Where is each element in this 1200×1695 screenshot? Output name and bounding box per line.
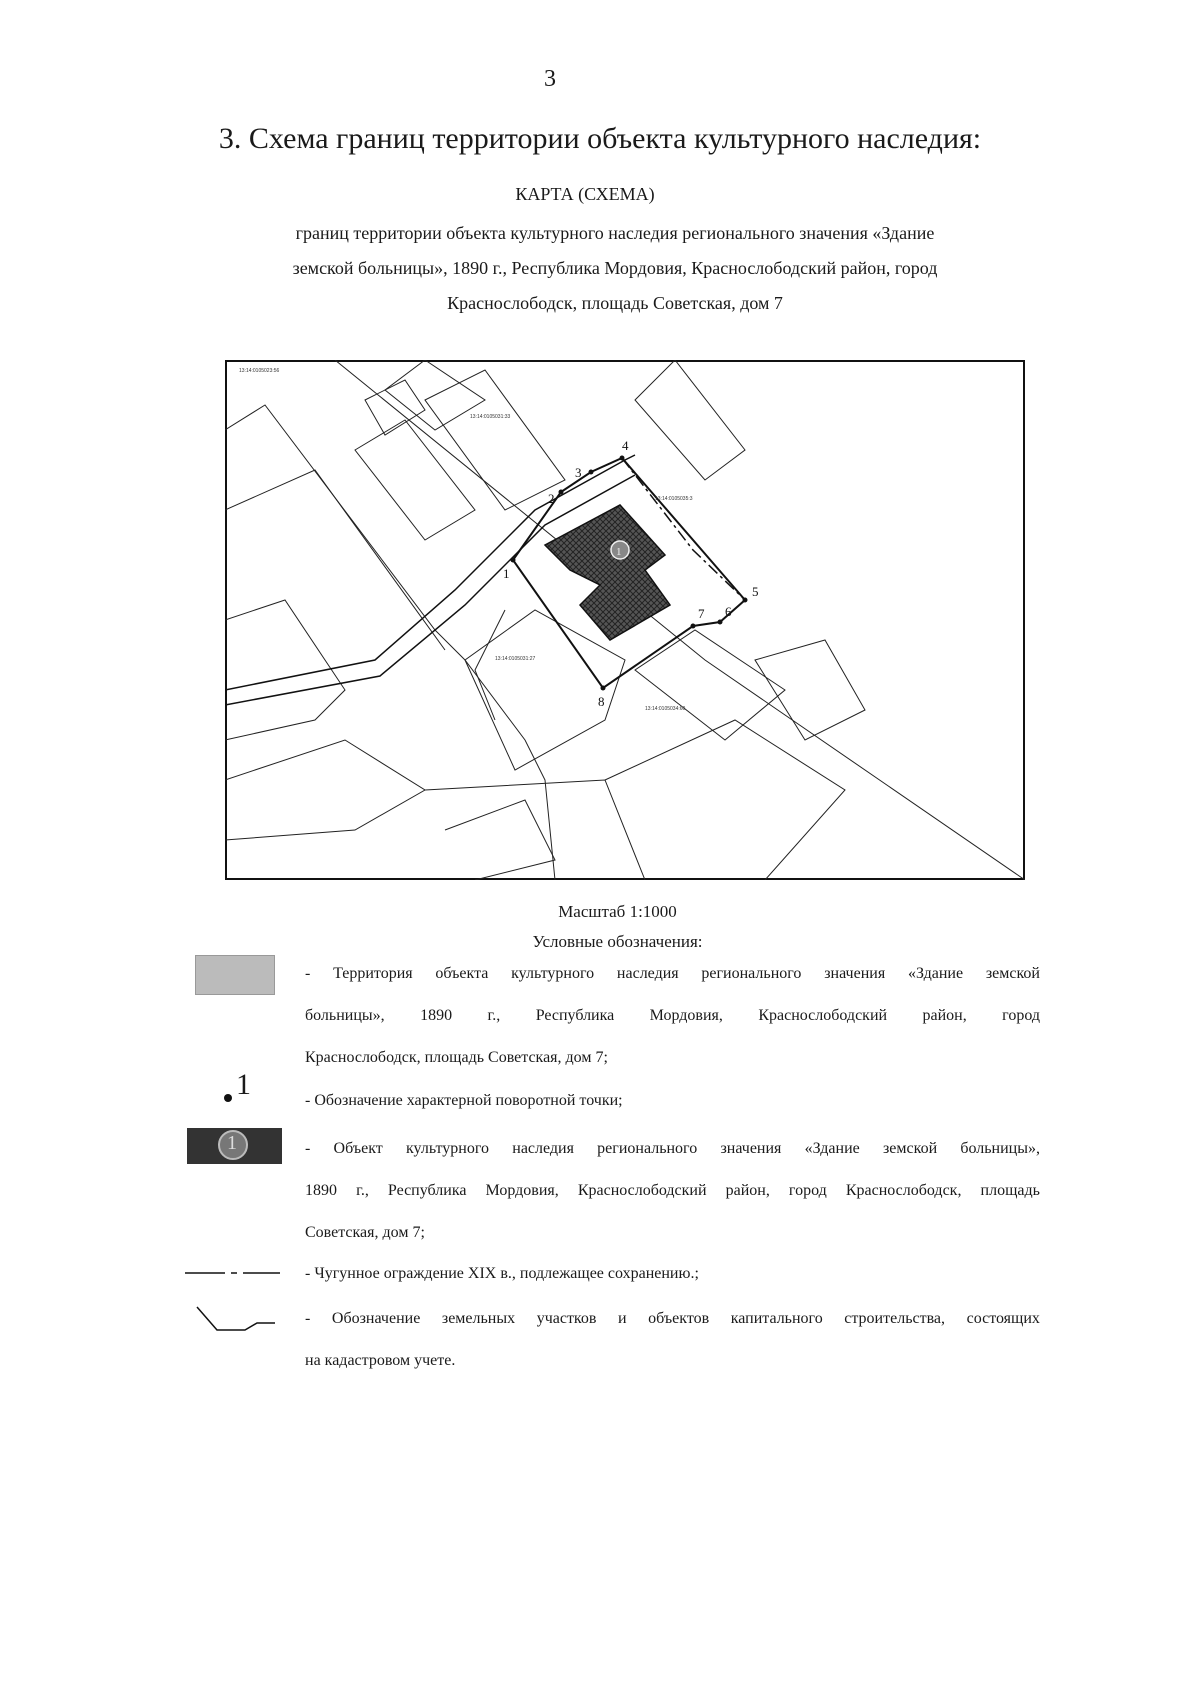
legend-word: регионального: [701, 965, 802, 982]
point-label: 6: [725, 604, 732, 619]
turning-point-symbol: [222, 1068, 262, 1112]
legend-line: на кадастровом учете.: [305, 1352, 456, 1369]
point-label: 5: [752, 584, 759, 599]
cadastral-label: 13:14:0105023:56: [239, 368, 280, 374]
legend-word: Республика: [535, 1007, 615, 1024]
legend-word: больницы»,: [960, 1140, 1040, 1157]
legend-word: г.,: [356, 1182, 369, 1199]
point-label: 4: [622, 438, 629, 453]
legend-word: земской: [985, 965, 1040, 982]
legend-word: значения: [720, 1140, 782, 1157]
legend-line: - Чугунное ограждение XIX в., подлежащее сохранению.;: [305, 1265, 699, 1282]
turning-point: [620, 456, 625, 461]
map-subtitle-line: земской больницы», 1890 г., Республика Мордовия, Краснослободский район, город: [292, 258, 938, 278]
legend-word: «Здание: [804, 1140, 860, 1157]
map-title: КАРТА (СХЕМА): [515, 184, 655, 204]
legend-word: Краснослободск,: [845, 1182, 962, 1199]
legend-word: Территория: [333, 965, 413, 982]
turning-point-symbol-label: 1: [236, 1068, 251, 1101]
legend-item-fence: [305, 1253, 1040, 1295]
legend-word: культурного: [511, 965, 595, 982]
legend-word: состоящих: [966, 1310, 1040, 1327]
legend-word: капитального: [730, 1310, 823, 1327]
legend-word: Обозначение: [331, 1310, 421, 1327]
legend-word: -: [305, 1140, 311, 1157]
fence-line-icon: [185, 1270, 280, 1276]
section-heading: 3. Схема границ территории объекта культурного наследия:: [218, 122, 982, 155]
turning-point: [559, 490, 564, 495]
legend-line: [305, 1128, 1040, 1170]
point-label: 7: [698, 606, 705, 621]
legend-word: Краснослободский: [758, 1007, 888, 1024]
legend-line: [305, 995, 1040, 1037]
map-subtitle-line: Краснослободск, площадь Советская, дом 7: [447, 293, 783, 313]
legend-word: строительства,: [844, 1310, 946, 1327]
legend-line: Краснослободск, площадь Советская, дом 7;: [305, 1049, 608, 1066]
legend-word: Мордовия,: [649, 1007, 723, 1024]
point-label: 8: [598, 694, 605, 709]
heritage-object-icon: [187, 1128, 282, 1164]
legend-line: [305, 1170, 1040, 1212]
point-label: 1: [503, 566, 510, 581]
cadastral-label: 13:14:0105031:27: [495, 656, 536, 662]
page-number: 3: [544, 66, 556, 92]
legend-word: город: [1002, 1007, 1040, 1024]
turning-point: [601, 686, 606, 691]
legend-word: земской: [882, 1140, 938, 1157]
legend-word: 1890: [305, 1182, 337, 1199]
legend-word: «Здание: [907, 965, 964, 982]
legend-line: Советская, дом 7;: [305, 1224, 425, 1241]
legend-line: [305, 953, 1040, 995]
map-scale: Масштаб 1:1000: [558, 902, 677, 921]
legend-word: -: [305, 1310, 311, 1327]
legend-word: Мордовия,: [485, 1182, 559, 1199]
legend-word: культурного: [406, 1140, 490, 1157]
legend-word: наследия: [512, 1140, 574, 1157]
legend-word: город: [788, 1182, 827, 1199]
turning-point: [589, 470, 594, 475]
legend-word: наследия: [616, 965, 679, 982]
legend-word: больницы»,: [305, 1007, 385, 1024]
turning-point: [718, 620, 723, 625]
cadastral-label: 13:14:0105034:60: [645, 706, 686, 712]
legend-word: земельных: [441, 1310, 516, 1327]
cadastral-label: 13:14:0105031:33: [470, 414, 511, 420]
legend-item-territory: [305, 953, 1040, 1079]
turning-point: [743, 598, 748, 603]
legend-word: объектов: [648, 1310, 710, 1327]
cadastral-parcel-icon: [195, 1305, 280, 1335]
turning-point: [691, 624, 696, 629]
legend-word: объекта: [435, 965, 489, 982]
legend-word: регионального: [597, 1140, 698, 1157]
cadastral-map: [225, 360, 1025, 880]
heritage-object-icon-label: 1: [227, 1132, 237, 1154]
legend-item-cadastral: [305, 1298, 1040, 1382]
legend-line: [305, 1298, 1040, 1340]
turning-point: [511, 558, 516, 563]
legend-item-heritage-object: [305, 1128, 1040, 1254]
heritage-object-label: 1: [616, 546, 622, 558]
legend-word: 1890: [420, 1007, 453, 1024]
legend-word: Республика: [387, 1182, 467, 1199]
legend-word: значения: [824, 965, 886, 982]
legend-word: Краснослободский: [577, 1182, 707, 1199]
legend-word: и: [618, 1310, 627, 1327]
legend-item-turning-point: [305, 1080, 1040, 1122]
point-label: 2: [548, 491, 555, 506]
legend-word: -: [305, 965, 311, 982]
legend-word: район,: [725, 1182, 770, 1199]
map-subtitle: [250, 216, 980, 321]
map-subtitle-line: границ территории объекта культурного наследия регионального значения «Здание: [295, 223, 935, 243]
legend-word: участков: [536, 1310, 597, 1327]
legend-line: - Обозначение характерной поворотной точки;: [305, 1092, 623, 1109]
legend-word: г.,: [487, 1007, 501, 1024]
territory-swatch-icon: [195, 955, 275, 995]
point-label: 3: [575, 465, 582, 480]
legend-title: Условные обозначения:: [532, 932, 703, 951]
legend-word: район,: [922, 1007, 967, 1024]
legend-word: Объект: [333, 1140, 383, 1157]
cadastral-label: 13:14:0105035:3: [655, 496, 693, 502]
legend-word: площадь: [980, 1182, 1040, 1199]
